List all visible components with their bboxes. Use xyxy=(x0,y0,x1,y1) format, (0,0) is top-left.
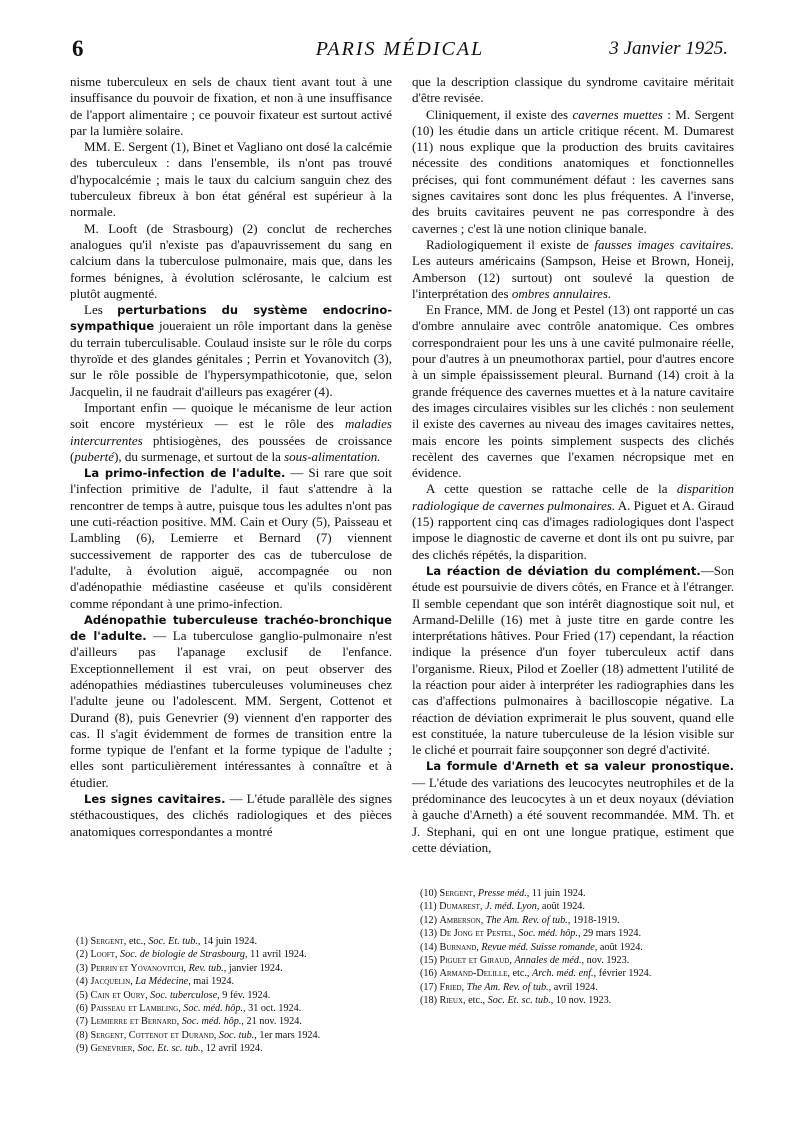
footnote-number: (11) xyxy=(420,901,440,913)
footnote-author: Looft xyxy=(90,949,115,961)
paragraph: En France, MM. de Jong et Pestel (13) ont rapporté un cas d'ombre annulaire avec contrôle anatomique. Ces ombres correspondraient pour les uns à une cavité pulmonaire réelle, pour d'autres à un pneumothorax partiel, pour d'autres encore à un simple épaississement pleural. Burnand (14) croit à la grande fréquence des cavernes muettes et à la nature cavitaire des images circulaires visibles sur les clichés : non seulement il existe des cavernes au niveau des images cavitaires nettes, mais encore les points simplement suspects des clichés recèlent des cavernes que l'examen nécropsique met en évidence. xyxy=(412,302,734,481)
paragraph: M. Looft (de Strasbourg) (2) conclut de recherches analogues qu'il n'existe pas d'apauvrissement du sang en calcium dans la tuberculose pulmonaire, mais que, dans les formes bénignes, à évolution sclérosante, le calcium est plutôt augmenté. xyxy=(70,220,392,301)
footnote-text: , xyxy=(132,1043,138,1055)
footnote-date: , mai 1924. xyxy=(188,976,235,988)
footnote-author: Jacquelin xyxy=(90,976,131,988)
footnote-author: Sergent xyxy=(90,936,124,947)
text: A. Piguet et A. Giraud (15) rapportent cinq cas d'images radiologiques dont l'aspect impose le diagnostic de caverne et dont ils ont pu suivre, par des clichés répétés, la disparition. xyxy=(412,497,734,562)
footnote xyxy=(76,1002,394,1015)
footnote xyxy=(420,967,736,980)
footnote-text: , xyxy=(509,955,515,967)
paragraph: que la description classique du syndrome cavitaire méritait d'être revisée. xyxy=(412,74,734,106)
footnote-source: Annales de méd. xyxy=(514,955,582,967)
footnote-source: Soc. Et. sc. tub. xyxy=(487,995,551,1007)
text: joueraient un rôle important dans la genèse du terrain tuberculisable. Coulaud insiste sur le rôle du corps thyroïde et des glandes génitales ; Perrin et Yovanovitch (3), sur le rôle possible de l'hypersympathicotonie, que, selon Jacquelin, il ne faudrait d'ailleurs pas exagérer (4). xyxy=(70,318,392,399)
section-heading: La réaction de déviation du complément. xyxy=(426,563,701,578)
text: — Si rare que soit l'infection primitive de l'adulte, il faut s'attendre à la rencontrer de temps à autre, puisque tous les adultes n'ont pas une cuti-réaction positive. MM. Cain et Oury (5), Paisseau et Lambling (6), Lemierre et Bernard (7) viennent successivement de rapporter des cas de tuberculose de l'adulte, à évolution aiguë, accompagnée ou non d'adénopathie médiastine caséeuse et qu'ils considèrent comme répondant à une primo-infection. xyxy=(70,465,392,611)
paragraph xyxy=(412,481,734,562)
footnote-text: , xyxy=(178,1003,184,1015)
footnote xyxy=(76,1015,394,1028)
footnote-number: (17) xyxy=(420,981,440,993)
paragraph xyxy=(412,237,734,302)
italic-text: ombres annulaires. xyxy=(511,285,612,301)
footnote-author: Perrin et Yovanovitch xyxy=(90,962,184,974)
footnote xyxy=(420,941,736,954)
section-heading: perturbations du système endocrino-sympathique xyxy=(70,303,392,334)
italic-text: cavernes muettes xyxy=(572,106,663,122)
footnote-date: , février 1924. xyxy=(593,968,652,980)
footnote-date: , 31 oct. 1924. xyxy=(243,1003,302,1015)
footnote-author: De Jong et Pestel xyxy=(439,928,514,940)
footnote-date: , nov. 1923. xyxy=(581,955,630,967)
section-heading: La formule d'Arneth et sa valeur pronostique. xyxy=(426,759,734,774)
footnote-number: (3) xyxy=(76,962,91,974)
footnote-author: Sergent, Cottenot et Durand xyxy=(90,1029,214,1041)
footnote xyxy=(76,962,394,975)
footnote-date: , 1er mars 1924. xyxy=(254,1029,321,1041)
footnote-text: , etc., xyxy=(507,968,533,980)
text: — L'étude parallèle des signes stéthacoustiques, des clichés radiologiques et des pièces anatomiques correspondantes a montré xyxy=(70,791,392,839)
text: : M. Sergent (10) les étudie dans un article critique récent. M. Dumarest (11) nous explique que la production des bruits cavitaires nécessite des conditions anatomiques et fonctionnelles précises, qui font communément défaut : les cavernes sans signes cavitaires sont donc les plus fréquentes. A l'inverse, des bruits cavitaires peuvent ne pas correspondre à des cavernes ; c'est là une notion clinique banale. xyxy=(412,106,734,236)
footnote-source: The Am. Rev. of tub. xyxy=(485,914,568,926)
text: Radiologiquement il existe de xyxy=(426,236,595,252)
italic-text: sous-alimentation. xyxy=(284,448,381,464)
section-heading: Les signes cavitaires. xyxy=(84,792,226,807)
footnote-source: Soc. Et. tub. xyxy=(148,936,198,947)
paragraph xyxy=(70,791,392,840)
footnote-date: , janvier 1924. xyxy=(223,962,283,974)
footnote-date: , avril 1924. xyxy=(548,981,598,993)
footnote-number: (7) xyxy=(76,1016,91,1028)
footnote-text: , xyxy=(472,888,478,899)
text: Cliniquement, il existe des xyxy=(426,106,573,122)
footnote-source: Soc. méd. hôp. xyxy=(183,1003,243,1015)
footnote-number: (4) xyxy=(76,976,91,988)
footnote xyxy=(76,1029,394,1042)
section-heading: La primo-infection de l'adulte. xyxy=(84,466,286,481)
footnote-number: (6) xyxy=(76,1003,91,1015)
footnote xyxy=(76,948,394,961)
footnote-text: , etc., xyxy=(123,936,149,947)
footnote-text: , xyxy=(130,976,136,988)
footnote-author: Amberson xyxy=(439,914,481,926)
footnote xyxy=(76,1042,394,1055)
footnote xyxy=(76,989,394,1002)
footnote-source: Soc. tuberculose xyxy=(150,989,218,1001)
footnote-source: Soc. de biologie de Strasbourg xyxy=(120,949,246,961)
footnote xyxy=(420,887,736,900)
footnote-number: (13) xyxy=(420,928,440,940)
text: Les auteurs américains (Sampson, Heise et Brown, Honeij, Amberson (12) surtout) ont soulevé la question de l'interprétation des xyxy=(412,253,734,301)
footnote-date: , 11 juin 1924. xyxy=(526,888,586,899)
footnote xyxy=(76,975,394,988)
italic-text: maladies intercurrentes xyxy=(70,416,392,448)
footnote-author: Piguet et Giraud xyxy=(439,955,510,967)
footnote-author: Burnand xyxy=(439,941,477,953)
paragraph xyxy=(412,758,734,856)
paragraph xyxy=(70,302,392,400)
footnote-text: , xyxy=(479,901,486,913)
footnote-text: , xyxy=(513,928,519,940)
footnote-source: Rev. tub. xyxy=(188,962,224,974)
italic-text: puberté xyxy=(74,448,115,464)
footnote-text: , xyxy=(145,989,151,1001)
paragraph xyxy=(70,465,392,612)
footnote-author: Paisseau et Lambling xyxy=(90,1003,179,1015)
footnote-date: , 9 fév. 1924. xyxy=(217,989,271,1001)
footnote-text: , xyxy=(476,941,482,953)
footnote-date: , 12 avril 1924. xyxy=(200,1043,263,1055)
footnote-date: , 11 avril 1924. xyxy=(245,949,307,961)
footnote-number: (5) xyxy=(76,989,91,1001)
footnote-author: Armand-Delille xyxy=(439,968,508,980)
text: — L'étude des variations des leucocytes neutrophiles et de la prédominance des leucocytes à un et deux noyaux (déviation à gauche d'Arneth) a été souvent recommandée. MM. Th. et J. Stephani, qui en ont une longue pratique, estiment que cette déviation, xyxy=(412,774,734,855)
text: Important enfin — quoique le mécanisme de leur action soit encore mystérieux — est le rôle des xyxy=(70,399,392,432)
footnote-number: (18) xyxy=(420,995,440,1007)
footnote xyxy=(420,994,736,1007)
footnote-author: Lemierre et Bernard xyxy=(90,1016,177,1028)
footnote-source: J. méd. Lyon xyxy=(485,901,537,913)
footnote-author: Dumarest xyxy=(439,901,480,913)
footnote-number: (1) xyxy=(76,936,91,947)
footnote-source: Presse méd. xyxy=(477,888,527,899)
footnote-text: , xyxy=(461,981,467,993)
footnote-number: (16) xyxy=(420,968,440,980)
text: Les xyxy=(84,302,118,318)
footnotes-left xyxy=(76,935,394,1056)
footnote-text: , etc., xyxy=(463,995,488,1007)
paragraph xyxy=(412,107,734,237)
footnote-number: (8) xyxy=(76,1029,91,1041)
footnote-author: Genevrier xyxy=(90,1043,133,1055)
page-number: 6 xyxy=(72,36,84,61)
text: — La tuberculose ganglio-pulmonaire n'est d'ailleurs pas l'apanage exclusif de l'enfance. Exceptionnellement il est vrai, on peut observer des adénopathies médiastines tuberculeuses volumineuses chez l'adulte jeune ou l'adolescent. MM. Sergent, Cottenot et Durand (8), puis Genevrier (9) viennent d'en rapporter des cas. Il s'agit évidemment de formes de transition entre la forme typique de l'enfant et la forme typique de l'adulte ; elles sont particulièrement intéressantes à connaître et à étudier. xyxy=(70,628,392,790)
footnote-date: , 10 nov. 1923. xyxy=(550,995,612,1007)
right-column xyxy=(412,74,734,856)
footnote xyxy=(420,900,736,913)
text: —Son étude est poursuivie de divers côtés, en France et à l'étranger. Il semble cependant que son intérêt diagnostique soit nul, et Armand-Delille (16) met à juste titre en garde contre les interprétations hâtives. Pour Fried (17) cependant, la réaction indique la présence d'un foyer tuberculeux actif dans l'organisme. Rieux, Pilod et Zoeller (18) admettent l'utilité de la réaction pour aider à interpréter les radiographies dans les cas d'affections pulmonaires à bacilloscopie négative. La réaction de déviation exprimerait le plus souvent, quand elle est constituée, la nature tuberculeuse de la lésion visible sur le cliché et pourrait faire soupçonner son degré d'activité. xyxy=(412,562,734,758)
footnote-date: , août 1924. xyxy=(536,901,585,913)
footnote-source: Soc. méd. hôp. xyxy=(518,928,578,940)
paragraph xyxy=(70,400,392,465)
footnote-source: Revue méd. Suisse romande xyxy=(481,941,595,953)
footnote-date: , 14 juin 1924. xyxy=(197,936,257,947)
footnote-text: , xyxy=(213,1029,219,1041)
text: phtisiogènes, des poussées de croissance ( xyxy=(70,432,392,464)
footnote xyxy=(76,935,394,948)
footnote xyxy=(420,981,736,994)
journal-title: PARIS MÉDICAL xyxy=(315,38,485,60)
footnote-text: , xyxy=(114,949,121,961)
footnote-author: Cain et Oury xyxy=(90,989,146,1001)
footnote-date: , 21 nov. 1924. xyxy=(241,1016,302,1028)
footnote-number: (12) xyxy=(420,914,440,926)
footnote-date: , août 1924. xyxy=(594,941,643,953)
italic-text: disparition radiologique de cavernes pulmonaires. xyxy=(412,481,734,513)
paragraph xyxy=(412,563,734,759)
footnote-number: (10) xyxy=(420,888,440,899)
running-header xyxy=(72,36,728,68)
left-column xyxy=(70,74,392,840)
footnote-source: Soc. tub. xyxy=(218,1029,255,1041)
footnote-number: (9) xyxy=(76,1043,91,1055)
footnote-date: , 29 mars 1924. xyxy=(577,928,642,940)
paragraph xyxy=(70,612,392,791)
footnote-number: (14) xyxy=(420,941,440,953)
footnote-source: The Am. Rev. of tub. xyxy=(466,981,549,993)
footnote xyxy=(420,914,736,927)
paragraph: MM. E. Sergent (1), Binet et Vagliano ont dosé la calcémie des tuberculeux : dans l'ensemble, ils n'ont pas trouvé d'hypocalcémie ; mais le taux du calcium sanguin chez des tuberculeux fibreux à bon état général est supérieur à la normale. xyxy=(70,139,392,220)
footnote-source: Arch. méd. enf. xyxy=(532,968,594,980)
footnote-source: Soc. Et. sc. tub. xyxy=(137,1043,201,1055)
footnote-text: , xyxy=(183,962,189,974)
footnote-author: Fried xyxy=(439,981,462,993)
footnote-author: Rieux xyxy=(439,995,464,1007)
section-heading: Adénopathie tuberculeuse trachéo-bronchique de l'adulte. xyxy=(70,612,392,644)
footnote-number: (2) xyxy=(76,949,91,961)
footnote-number: (15) xyxy=(420,955,440,967)
footnote-text: , xyxy=(176,1016,182,1028)
text: A cette question se rattache celle de la xyxy=(426,481,677,497)
footnote xyxy=(420,954,736,967)
footnote-source: Soc. méd. hôp. xyxy=(181,1016,242,1028)
paragraph: nisme tuberculeux en sels de chaux tient avant tout à une insuffisance du pouvoir de fixation, et non à une insuffisance de l'apport alimentaire ; ce pouvoir fixateur est surtout activé par la lumière solaire. xyxy=(70,74,392,138)
footnotes-right xyxy=(420,887,736,1008)
footnote-text: , xyxy=(480,914,486,926)
italic-text: fausses images cavitaires. xyxy=(594,236,735,252)
issue-date: 3 Janvier 1925. xyxy=(609,38,728,59)
text: ), du surmenage, et surtout de la xyxy=(114,448,285,464)
footnote-author: Sergent xyxy=(439,888,473,899)
footnote-date: , 1918-1919. xyxy=(567,914,620,926)
footnote xyxy=(420,927,736,940)
footnote-source: La Médecine xyxy=(135,976,189,988)
